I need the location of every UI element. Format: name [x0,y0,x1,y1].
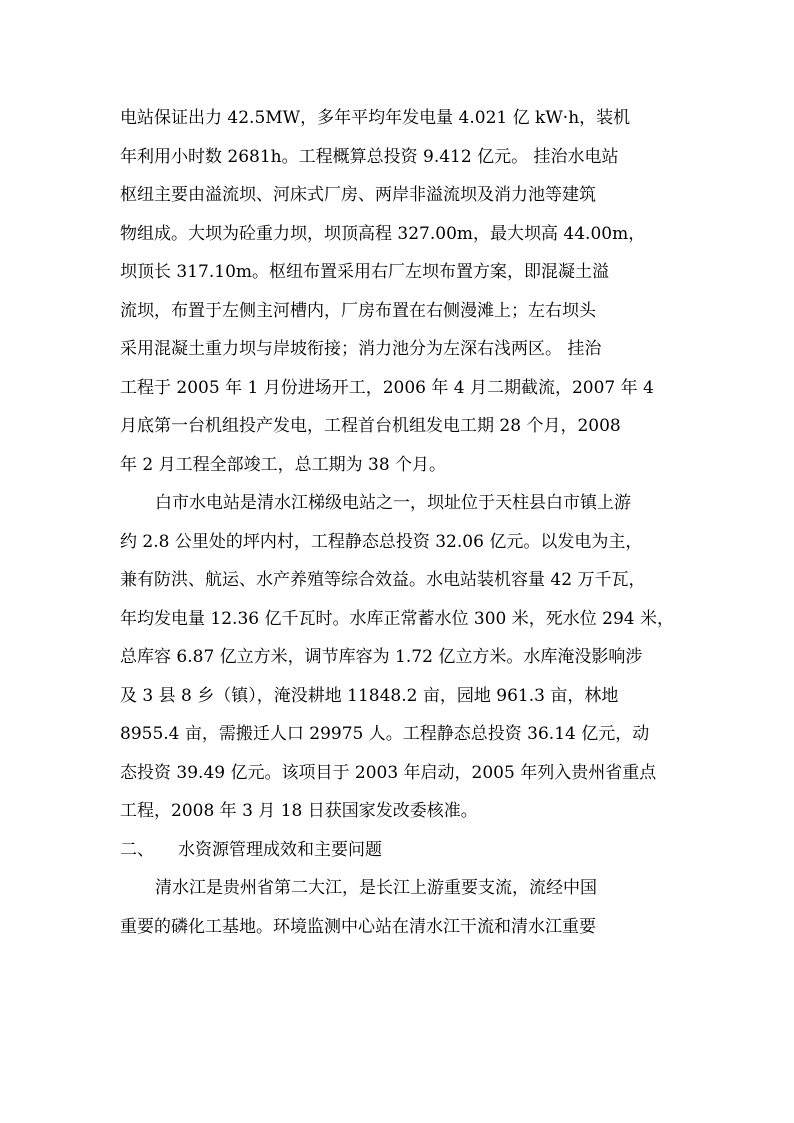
section-heading-number: 二、 [120,840,154,860]
paragraph-1-line-7: 采用混凝土重力坝与岸坡衔接；消力池分为左深右浅两区。 挂治 [120,339,602,359]
paragraph-2-line-8: 态投资 39.49 亿元。该项目于 2003 年启动，2005 年列入贵州省重点 [120,763,657,783]
paragraph-3-line-1: 清水江是贵州省第二大江，是长江上游重要支流，流经中国 [155,878,597,898]
paragraph-1-line-9: 月底第一台机组投产发电，工程首台机组发电工期 28 个月，2008 [120,416,621,436]
paragraph-2-line-6: 及 3 县 8 乡（镇），淹没耕地 11848.2 亩，园地 961.3 亩，林地 [120,686,619,706]
section-heading [120,838,680,862]
paragraph-2-line-1: 白市水电站是清水江梯级电站之一，坝址位于天柱县白市镇上游 [155,493,631,513]
paragraph-1-line-2: 年利用小时数 2681h。工程概算总投资 9.412 亿元。 挂治水电站 [120,147,619,167]
paragraph-1-line-1: 电站保证出力 42.5MW，多年平均年发电量 4.021 亿 kW·h，装机 [120,108,631,128]
section-heading-title: 水资源管理成效和主要问题 [178,840,382,860]
paragraph-3-line-2: 重要的磷化工基地。环境监测中心站在清水江干流和清水江重要 [120,917,596,937]
paragraph-1-line-10: 年 2 月工程全部竣工，总工期为 38 个月。 [120,455,447,475]
paragraph-1-line-6: 流坝，布置于左侧主河槽内，厂房布置在右侧漫滩上；左右坝头 [120,301,596,321]
paragraph-1-line-3: 枢纽主要由溢流坝、河床式厂房、两岸非溢流坝及消力池等建筑 [120,185,596,205]
paragraph-2-line-9: 工程，2008 年 3 月 18 日获国家发改委核准。 [120,801,478,821]
paragraph-1-line-8: 工程于 2005 年 1 月份进场开工，2006 年 4 月二期截流，2007 年 4 [120,378,654,398]
paragraph-1-line-5: 坝顶长 317.10m。枢纽布置采用右厂左坝布置方案，即混凝土溢 [120,262,610,282]
paragraph-2-line-5: 总库容 6.87 亿立方米，调节库容为 1.72 亿立方米。水库淹没影响涉 [120,647,643,667]
paragraph-2-line-3: 兼有防洪、航运、水产养殖等综合效益。水电站装机容量 42 万千瓦， [120,570,646,590]
paragraph-2-line-4: 年均发电量 12.36 亿千瓦时。水库正常蓄水位 300 米，死水位 294 米， [120,609,674,629]
paragraph-2-line-7: 8955.4 亩，需搬迁人口 29975 人。工程静态总投资 36.14 亿元，动 [120,724,650,744]
paragraph-1-line-4: 物组成。大坝为砼重力坝，坝顶高程 327.00m，最大坝高 44.00m， [120,224,646,244]
paragraph-2-line-2: 约 2.8 公里处的坪内村，工程静态总投资 32.06 亿元。以发电为主， [120,532,643,552]
